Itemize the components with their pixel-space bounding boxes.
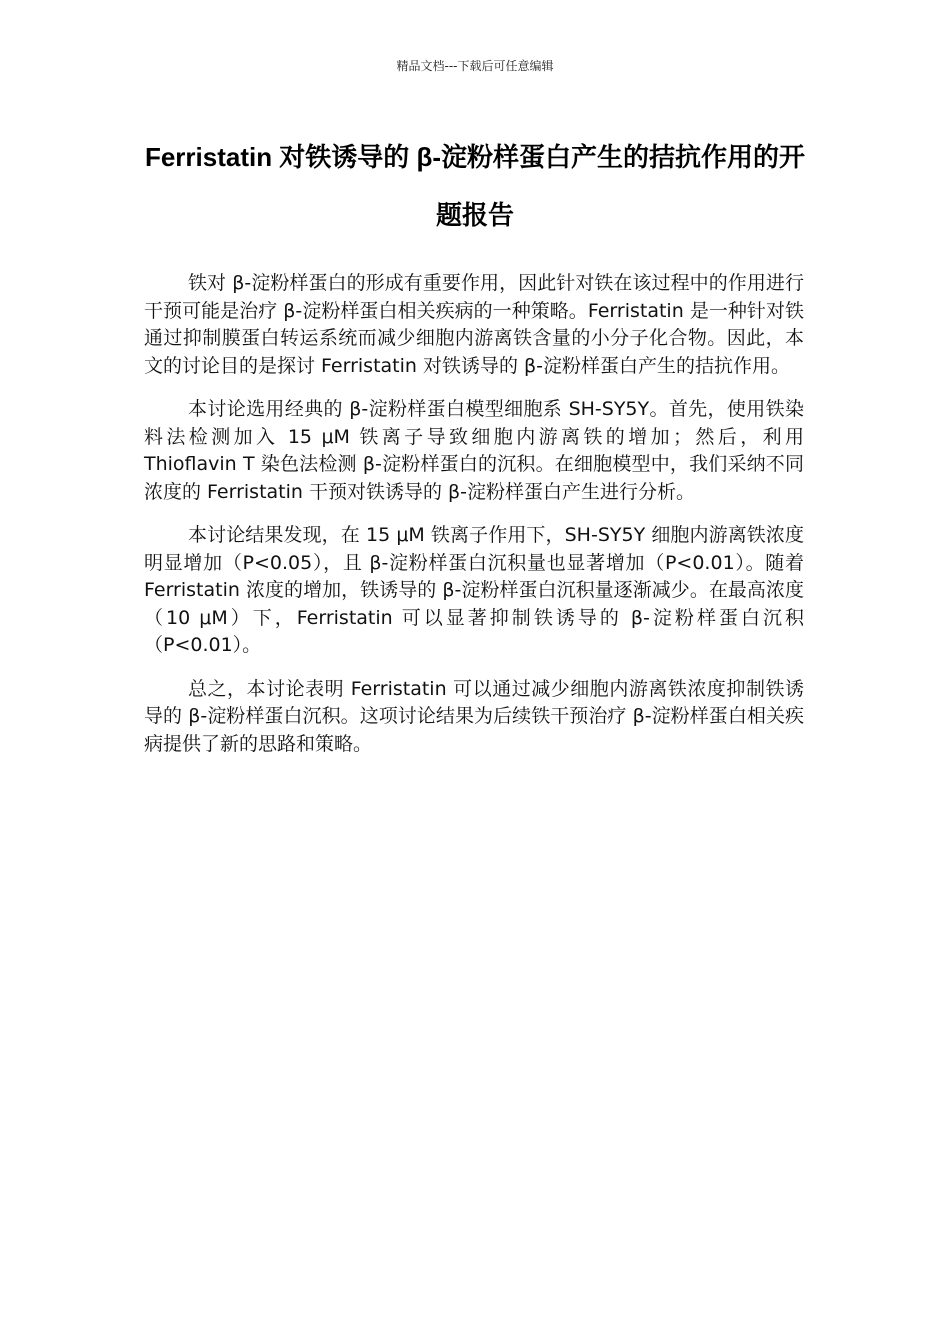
document-title: Ferristatin 对铁诱导的 β-淀粉样蛋白产生的拮抗作用的开题报告 [144,142,806,230]
header-note: 精品文档---下载后可任意编辑 [396,59,554,73]
paragraph-3: 本讨论结果发现，在 15 μM 铁离子作用下，SH-SY5Y 细胞内游离铁浓度明显增加（P<0.05），且 β-淀粉样蛋白沉积量也显著增加（P<0.01）。随着 Ferristatin 浓度的增加，铁诱导的 β-淀粉样蛋白沉积量逐渐减少。在最高浓度（10 μM）下，Ferristatin 可以显著抑制铁诱导的 β-淀粉样蛋白沉积（P<0.01）。 [144,524,804,656]
paragraph-2: 本讨论选用经典的 β-淀粉样蛋白模型细胞系 SH-SY5Y。首先，使用铁染料法检测加入 15 μM 铁离子导致细胞内游离铁的增加；然后，利用 Thioflavin T 染色法检测 β-淀粉样蛋白的沉积。在细胞模型中，我们采纳不同浓度的 Ferristatin 干预对铁诱导的 β-淀粉样蛋白产生进行分析。 [144,398,804,503]
paragraph-1: 铁对 β-淀粉样蛋白的形成有重要作用，因此针对铁在该过程中的作用进行干预可能是治疗 β-淀粉样蛋白相关疾病的一种策略。Ferristatin 是一种针对铁通过抑制膜蛋白转运系统而减少细胞内游离铁含量的小分子化合物。因此，本文的讨论目的是探讨 Ferristatin 对铁诱导的 β-淀粉样蛋白产生的拮抗作用。 [144,272,804,377]
document-body [144,270,804,774]
paragraph-4: 总之，本讨论表明 Ferristatin 可以通过减少细胞内游离铁浓度抑制铁诱导的 β-淀粉样蛋白沉积。这项讨论结果为后续铁干预治疗 β-淀粉样蛋白相关疾病提供了新的思路和策略。 [144,677,804,755]
